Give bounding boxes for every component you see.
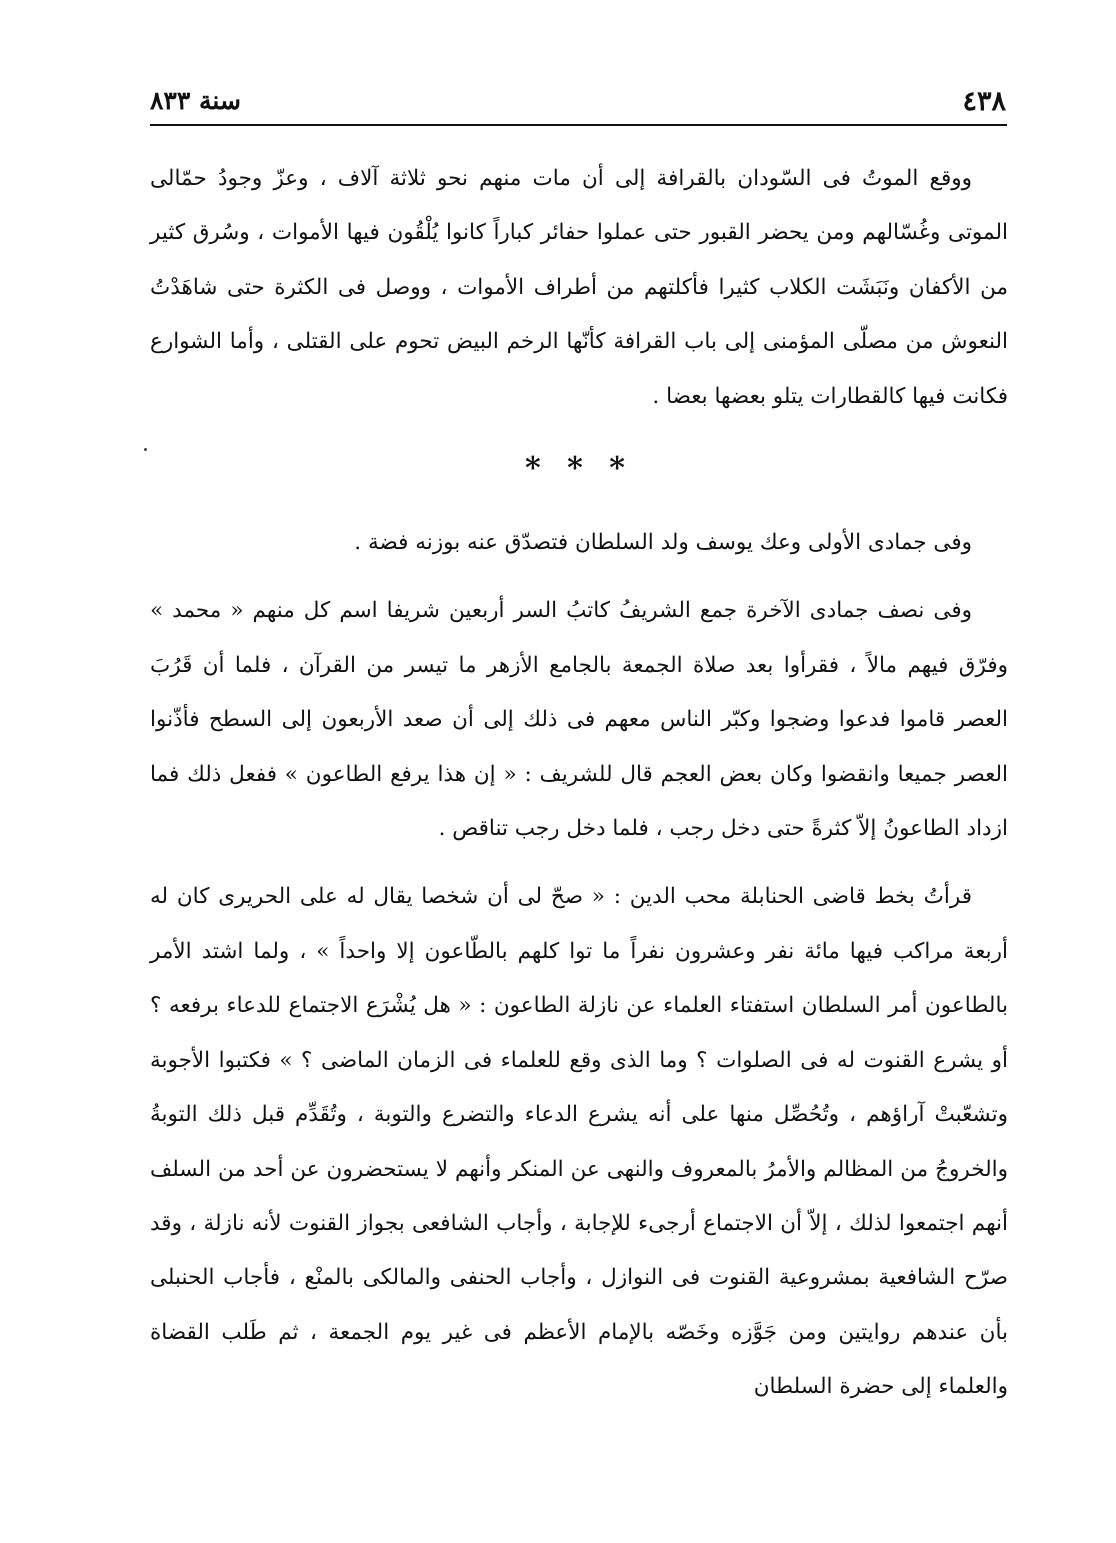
header-rule (150, 124, 1007, 126)
year-heading: سنة ٨٣٣ (150, 86, 241, 115)
paragraph-sultan-son: وفى جمادى الأولى وعك يوسف ولد السلطان فتصدّق عنه بوزنه فضة . (354, 530, 972, 556)
main-text (150, 152, 1008, 1415)
section-ornament: * * * (525, 451, 633, 487)
running-header (150, 82, 1006, 122)
page-number: ٤٣٨ (962, 86, 1006, 117)
scan-speck (144, 448, 147, 451)
paragraph-forty-sharifs: وفى نصف جمادى الآخرة جمع الشريفُ كاتبُ السر أربعين شريفا اسم كل منهم « محمد » وفرّق فيهم مالاً ، فقرأوا بعد صلاة الجمعة بالجامع الأزهر ما تيسر من القرآن ، فلما أن قَرُبَ العصر قاموا فدعوا وضجوا وكبّر الناس معهم فى ذلك إلى أن صعد الأربعون إلى السطح فأذّنوا العصر جميعا وانقضوا وكان بعض العجم قال للشريف : « إن هذا يرفع الطاعون » ففعل ذلك فما ازداد الطاعونُ إلاّ كثرةً حتى دخل رجب ، فلما دخل رجب تناقص . (150, 598, 1008, 842)
paragraph-plague-deaths: ووقع الموتُ فى السّودان بالقرافة إلى أن مات منهم نحو ثلاثة آلاف ، وعزّ وجودُ حمّالى الموتى وغُسّالهم ومن يحضر القبور حتى عملوا حفائر كباراً كانوا يُلْقُون فيها الأموات ، وسُرق كثير من الأكفان ونَبَشَت الكلاب كثيرا فأكلتهم من أطراف الأموات ، ووصل فى الكثرة حتى شاهَدْتُ النعوش من مصلّى المؤمنى إلى باب القرافة كأنّها الرخم البيض تحوم على القتلى ، وأما الشوارع فكانت فيها كالقطارات يتلو بعضها بعضا . (150, 166, 1008, 409)
paragraph-fatwa: قرأتُ بخط قاضى الحنابلة محب الدين : « صحّ لى أن شخصا يقال له على الحريرى كان له أربعة مراكب فيها مائة نفر وعشرون نفراً ما توا كلهم بالطّاعون إلا واحداً » ، ولما اشتد الأمر بالطاعون أمر السلطان استفتاء العلماء عن نازلة الطاعون : « هل يُشْرَع الاجتماع للدعاء برفعه ؟ أو يشرع القنوت له فى الصلوات ؟ وما الذى وقع للعلماء فى الزمان الماضى ؟ » فكتبوا الأجوبة وتشعّبتْ آراؤهم ، وتُحُصِّل منها على أنه يشرع الدعاء والتضرع والتوبة ، وتُقَدِّم قبل ذلك التوبةُ والخروجُ من المظالم والأمرُ بالمعروف والنهى عن المنكر وأنهم لا يستحضرون عن أحد من السلف أنهم اجتمعوا لذلك ، إلاّ أن الاجتماع أرجىء للإجابة ، وأجاب الشافعى بجواز القنوت لأنه نازلة ، وقد صرّح الشافعية بمشروعية القنوت فى النوازل ، وأجاب الحنفى والمالكى بالمنْع ، فأجاب الحنبلى بأن عندهم روايتين ومن جَوَّزه وخَصّه بالإمام الأعظم فى غير يوم الجمعة ، ثم طَلب القضاة والعلماء إلى حضرة السلطان (150, 884, 1008, 1400)
